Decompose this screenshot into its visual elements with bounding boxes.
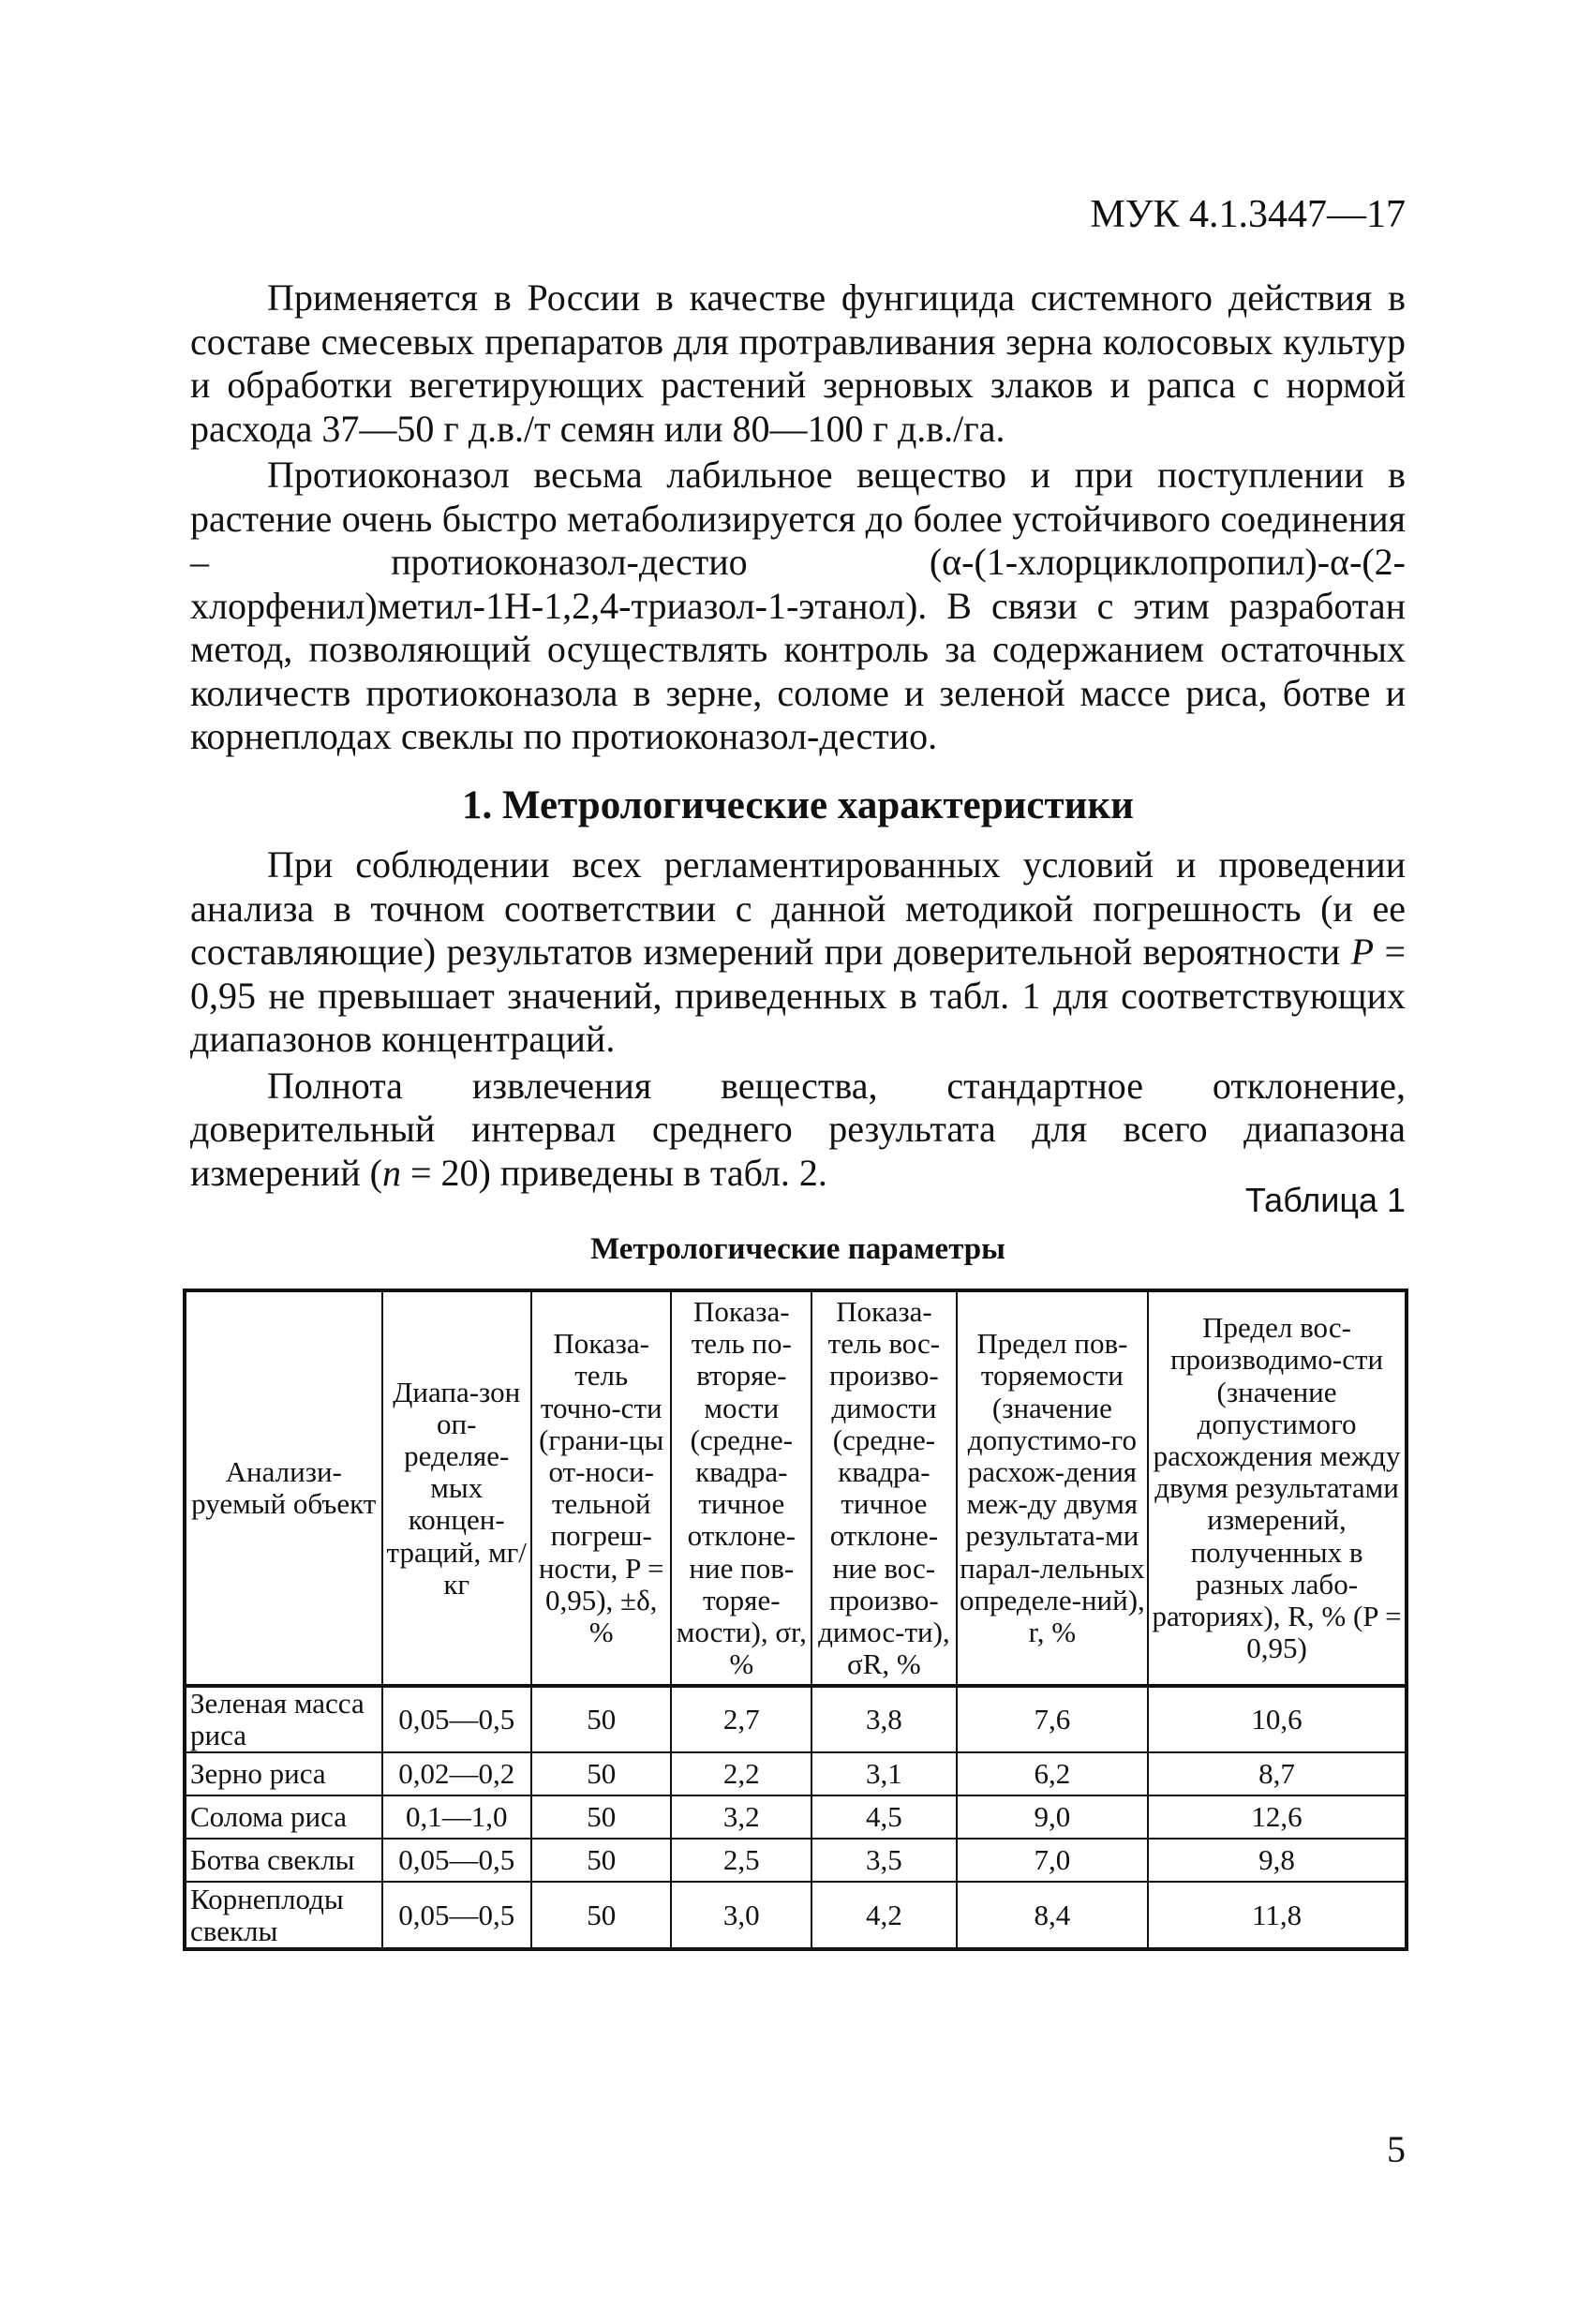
cell-repeatability-limit: 7,6	[957, 1686, 1148, 1752]
paragraph-recovery-tail: = 20) приведены в табл. 2.	[401, 1151, 827, 1194]
metrological-parameters-table	[183, 1289, 1408, 1951]
cell-range: 0,05—0,5	[382, 1882, 531, 1949]
header-accuracy: Показа-тель точно-сти (грани-цы от-носи-тельной погреш-ности, P = 0,95), ±δ, %	[531, 1290, 672, 1686]
table-row	[185, 1795, 1407, 1839]
cell-reproducibility: 3,1	[811, 1752, 957, 1795]
cell-object: Солома риса	[185, 1795, 382, 1839]
cell-reproducibility-limit: 10,6	[1148, 1686, 1407, 1752]
cell-reproducibility: 4,2	[811, 1882, 957, 1949]
cell-reproducibility-limit: 12,6	[1148, 1795, 1407, 1839]
cell-range: 0,05—0,5	[382, 1686, 531, 1752]
cell-reproducibility-limit: 9,8	[1148, 1839, 1407, 1882]
intro-text	[190, 276, 1406, 762]
cell-object: Зеленая масса риса	[185, 1686, 382, 1752]
cell-accuracy: 50	[531, 1839, 672, 1882]
cell-range: 0,05—0,5	[382, 1839, 531, 1882]
cell-accuracy: 50	[531, 1795, 672, 1839]
cell-repeatability: 3,2	[671, 1795, 811, 1839]
header-repeatability-limit: Предел пов-торяемости (значение допустимо-го расхож-дения меж-ду двумя результата-ми парал-лельных определе-ний), r, %	[957, 1290, 1148, 1686]
table-row	[185, 1882, 1407, 1949]
cell-reproducibility: 4,5	[811, 1795, 957, 1839]
header-reproducibility: Показа-тель вос-произво-димости (средне-квадра-тичное отклоне-ние вос-произво-димос-ти), σR, %	[811, 1290, 957, 1686]
cell-repeatability: 2,7	[671, 1686, 811, 1752]
cell-range: 0,1—1,0	[382, 1795, 531, 1839]
cell-object: Корнеплоды свеклы	[185, 1882, 382, 1949]
header-range: Диапа-зон оп-ределяе-мых концен-траций, мг/кг	[382, 1290, 531, 1686]
header-reproducibility-limit: Предел вос-производимо-сти (значение допустимого расхождения между двумя результатами измерений, полученных в разных лабо-раториях), R, % (P = 0,95)	[1148, 1290, 1407, 1686]
cell-repeatability: 2,5	[671, 1839, 811, 1882]
cell-range: 0,02—0,2	[382, 1752, 531, 1795]
page-number: 5	[1387, 2128, 1406, 2170]
table-header-row	[185, 1290, 1407, 1686]
paragraph-error-p: P	[1350, 931, 1375, 973]
cell-repeatability: 2,2	[671, 1752, 811, 1795]
cell-accuracy: 50	[531, 1882, 672, 1949]
cell-reproducibility-limit: 8,7	[1148, 1752, 1407, 1795]
table-row	[185, 1839, 1407, 1882]
cell-repeatability-limit: 7,0	[957, 1839, 1148, 1882]
cell-repeatability: 3,0	[671, 1882, 811, 1949]
cell-reproducibility-limit: 11,8	[1148, 1882, 1407, 1949]
paragraph-error	[190, 843, 1406, 1062]
cell-reproducibility: 3,8	[811, 1686, 957, 1752]
table-row	[185, 1686, 1407, 1752]
cell-object: Ботва свеклы	[185, 1839, 382, 1882]
metrology-text	[190, 843, 1406, 1198]
paragraph-usage: Применяется в России в качестве фунгицида системного действия в составе смесевых препаратов для протравливания зерна колосовых культур и обработки вегетирующих растений зерновых злаков и рапса с нормой расхода 37—50 г д.в./т семян или 80—100 г д.в./га.	[190, 276, 1406, 450]
document-code: МУК 4.1.3447—17	[1090, 193, 1406, 236]
header-repeatability: Показа-тель по-вторяе-мости (средне-квадра-тичное отклоне-ние пов-торяе-мости), σr, %	[671, 1290, 811, 1686]
paragraph-error-text: При соблюдении всех регламентированных условий и проведении анализа в точном соответствии с данной методикой погрешность (и ее составляющие) результатов измерений при доверительной вероятности	[190, 843, 1406, 973]
cell-repeatability-limit: 8,4	[957, 1882, 1148, 1949]
table-row	[185, 1752, 1407, 1795]
paragraph-metabolism: Протиоконазол весьма лабильное вещество и при поступлении в растение очень быстро метаболизируется до более устойчивого соединения – протиоконазол-дестио (α-(1-хлорциклопропил)-α-(2-хлорфенил)метил-1Н-1,2,4-триазол-1-этанол). В связи с этим разработан метод, позволяющий осуществлять контроль за содержанием остаточных количеств протиоконазола в зерне, соломе и зеленой массе риса, ботве и корнеплодах свеклы по протиоконазол-дестио.	[190, 454, 1406, 757]
cell-object: Зерно риса	[185, 1752, 382, 1795]
cell-accuracy: 50	[531, 1686, 672, 1752]
paragraph-recovery-n: n	[382, 1151, 401, 1194]
cell-reproducibility: 3,5	[811, 1839, 957, 1882]
paragraph-recovery-text: Полнота извлечения вещества, стандартное отклонение, доверительный интервал среднего результата для всего диапазона измерений (	[190, 1064, 1406, 1194]
cell-accuracy: 50	[531, 1752, 672, 1795]
table-label: Таблица 1	[1244, 1181, 1406, 1219]
cell-repeatability-limit: 6,2	[957, 1752, 1148, 1795]
section-title: 1. Метрологические характеристики	[462, 783, 1134, 827]
table-title: Метрологические параметры	[590, 1232, 1005, 1266]
paragraph-error-tail: = 0,95 не превышает значений, приведенных в табл. 1 для соответствующих диапазонов концентраций.	[190, 931, 1407, 1060]
cell-repeatability-limit: 9,0	[957, 1795, 1148, 1839]
paragraph-recovery	[190, 1065, 1406, 1196]
header-object: Анализи-руемый объект	[185, 1290, 382, 1686]
